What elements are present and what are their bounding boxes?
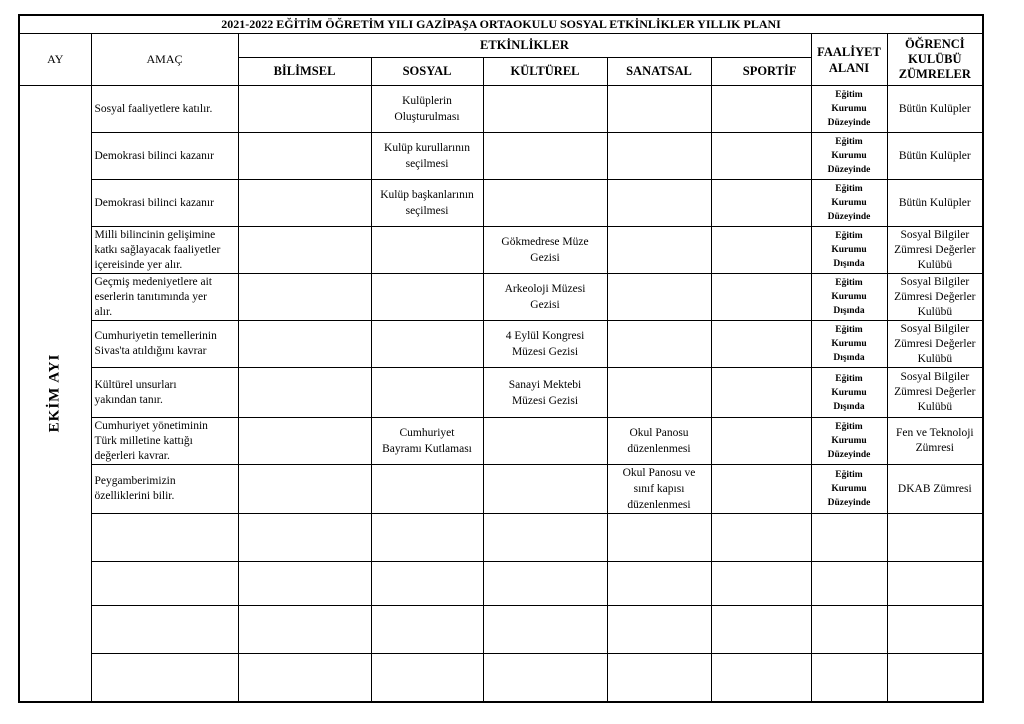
activity-cell-kulturel (483, 86, 607, 133)
activity-line: seçilmesi (405, 158, 449, 170)
alan-line: Dışında (833, 353, 865, 363)
activity-cell-kulturel (483, 368, 607, 418)
zumre-cell (887, 418, 983, 465)
header-bilimsel: BİLİMSEL (238, 58, 371, 86)
activity-cell-sosyal (371, 562, 483, 606)
header-sportif: SPORTİF (711, 58, 811, 86)
amac-cell (91, 274, 238, 321)
activity-line: Oluşturulması (394, 111, 460, 123)
zumre-cell (887, 86, 983, 133)
activity-cell-sanatsal (607, 465, 711, 514)
faaliyet-alani-cell (811, 514, 887, 562)
amac-line: katkı sağlayacak faaliyetler (94, 243, 221, 256)
zumre-line: Bütün Kulüpler (898, 102, 971, 115)
faaliyet-alani-cell (811, 368, 887, 418)
activity-cell-sanatsal (607, 418, 711, 465)
faaliyet-alani-cell (811, 274, 887, 321)
activity-cell-sportif (711, 180, 811, 227)
activity-cell-kulturel (483, 606, 607, 654)
activity-cell-sosyal (371, 465, 483, 514)
zumre-cell (887, 321, 983, 368)
activity-cell-bilimsel (238, 418, 371, 465)
activity-cell-sosyal (371, 654, 483, 702)
alan-line: Düzeyinde (827, 450, 871, 460)
amac-cell (91, 418, 238, 465)
zumre-line: Kulübü (917, 401, 953, 413)
zumre-cell (887, 606, 983, 654)
activity-cell-sportif (711, 606, 811, 654)
alan-line: Eğitim (835, 325, 863, 335)
activity-cell-bilimsel (238, 133, 371, 180)
header-kulturel: KÜLTÜREL (483, 58, 607, 86)
activity-cell-bilimsel (238, 368, 371, 418)
amac-line: Sosyal faaliyetlere katılır. (94, 102, 213, 115)
header-faaliyet-line: FAALİYET (817, 44, 881, 59)
amac-cell (91, 321, 238, 368)
activity-cell-bilimsel (238, 606, 371, 654)
zumre-line: Fen ve Teknoloji (896, 427, 974, 439)
header-zumre-line-2: KULÜBÜ (908, 52, 962, 66)
activity-cell-sosyal (371, 368, 483, 418)
activity-cell-kulturel (483, 514, 607, 562)
activity-line: Gezisi (530, 299, 560, 311)
alan-line: Kurumu (831, 387, 867, 398)
faaliyet-alani-cell (811, 86, 887, 133)
activity-cell-bilimsel (238, 274, 371, 321)
activity-cell-sosyal (371, 227, 483, 274)
activity-cell-bilimsel (238, 227, 371, 274)
activity-cell-sosyal (371, 133, 483, 180)
activity-cell-sanatsal (607, 514, 711, 562)
zumre-line: Kulübü (917, 305, 953, 318)
activity-cell-sportif (711, 418, 811, 465)
amac-cell (91, 180, 238, 227)
activity-cell-sportif (711, 133, 811, 180)
activity-cell-bilimsel (238, 514, 371, 562)
activity-cell-sportif (711, 274, 811, 321)
table-row (19, 321, 983, 368)
zumre-cell (887, 227, 983, 274)
zumre-cell (887, 180, 983, 227)
zumre-line: Kulübü (917, 352, 953, 365)
amac-line: özelliklerini bilir. (94, 490, 175, 502)
alan-line: Eğitim (835, 231, 863, 241)
activity-cell-bilimsel (238, 562, 371, 606)
activity-line: sınıf kapısı (633, 483, 685, 495)
amac-line: Peygamberimizin (94, 475, 176, 487)
faaliyet-alani-cell (811, 321, 887, 368)
activity-cell-sanatsal (607, 227, 711, 274)
zumre-line: Bütün Kulüpler (898, 196, 971, 209)
table-row (19, 86, 983, 133)
activity-cell-sosyal (371, 274, 483, 321)
table-row (19, 465, 983, 514)
zumre-line: Zümresi Değerler (894, 243, 976, 256)
alan-line: Eğitim (835, 278, 863, 288)
amac-cell (91, 606, 238, 654)
activity-line: Kulüplerin (402, 95, 452, 107)
alan-line: Dışında (833, 401, 865, 412)
activity-cell-kulturel (483, 133, 607, 180)
table-row (19, 274, 983, 321)
activity-cell-kulturel (483, 465, 607, 514)
activity-cell-bilimsel (238, 180, 371, 227)
zumre-line: Kulübü (917, 258, 953, 271)
activity-line: Cumhuriyet (399, 427, 455, 439)
table-row (19, 133, 983, 180)
activity-line: Sanayi Mektebi (508, 378, 582, 391)
amac-cell (91, 133, 238, 180)
alan-line: Kurumu (831, 151, 867, 161)
table-row (19, 418, 983, 465)
amac-cell (91, 465, 238, 514)
activity-cell-kulturel (483, 274, 607, 321)
zumre-cell (887, 562, 983, 606)
alan-line: Eğitim (835, 470, 863, 480)
activity-cell-kulturel (483, 562, 607, 606)
activity-cell-sanatsal (607, 654, 711, 702)
amac-line: Türk milletine kattığı (94, 434, 193, 447)
amac-line: Cumhuriyetin temellerinin (94, 330, 217, 342)
activity-cell-sportif (711, 86, 811, 133)
amac-cell (91, 654, 238, 702)
amac-line: Cumhuriyet yönetiminin (94, 419, 208, 432)
header-alani-line: ALANI (828, 60, 870, 75)
activity-cell-kulturel (483, 418, 607, 465)
zumre-line: Sosyal Bilgiler (900, 275, 970, 288)
faaliyet-alani-cell (811, 606, 887, 654)
alan-line: Eğitim (835, 373, 863, 384)
activity-cell-kulturel (483, 654, 607, 702)
alan-line: Kurumu (831, 292, 867, 302)
header-sanatsal: SANATSAL (607, 58, 711, 86)
activity-cell-kulturel (483, 321, 607, 368)
activity-line: Okul Panosu (629, 427, 689, 439)
header-zumre-line-3: ZÜMRELER (898, 67, 971, 81)
zumre-line: Zümresi Değerler (894, 386, 976, 398)
activity-cell-sanatsal (607, 562, 711, 606)
activity-line: seçilmesi (405, 205, 449, 217)
amac-line: Milli bilincinin gelişimine (94, 228, 216, 241)
annual-plan-table (18, 14, 984, 703)
activity-cell-sosyal (371, 514, 483, 562)
amac-cell (91, 368, 238, 418)
activity-cell-sanatsal (607, 133, 711, 180)
table-row (19, 562, 983, 606)
activity-cell-bilimsel (238, 654, 371, 702)
zumre-line: Sosyal Bilgiler (900, 371, 970, 383)
table-row (19, 654, 983, 702)
activity-line: düzenlenmesi (627, 443, 691, 455)
zumre-cell (887, 654, 983, 702)
activity-line: Arkeoloji Müzesi (504, 283, 586, 295)
header-zumre (887, 34, 983, 86)
alan-line: Dışında (833, 259, 865, 269)
activity-cell-sanatsal (607, 180, 711, 227)
zumre-line: Zümresi Değerler (894, 337, 976, 350)
faaliyet-alani-cell (811, 133, 887, 180)
faaliyet-alani-cell (811, 227, 887, 274)
activity-line: Gezisi (530, 252, 560, 264)
activity-cell-sportif (711, 562, 811, 606)
activity-cell-sanatsal (607, 606, 711, 654)
amac-line: Geçmiş medeniyetlere ait (94, 275, 213, 288)
amac-line: değerleri kavrar. (94, 449, 170, 462)
activity-cell-sportif (711, 368, 811, 418)
zumre-cell (887, 274, 983, 321)
activity-cell-sportif (711, 514, 811, 562)
zumre-line: Zümresi Değerler (894, 290, 976, 303)
amac-line: Kültürel unsurları (94, 378, 177, 391)
amac-cell (91, 562, 238, 606)
faaliyet-alani-cell (811, 465, 887, 514)
activity-cell-sosyal (371, 418, 483, 465)
amac-cell (91, 227, 238, 274)
zumre-line: Bütün Kulüpler (898, 149, 971, 162)
amac-cell (91, 514, 238, 562)
zumre-cell (887, 133, 983, 180)
zumre-line: Sosyal Bilgiler (900, 322, 970, 335)
faaliyet-alani-cell (811, 654, 887, 702)
alan-line: Kurumu (831, 484, 867, 494)
amac-line: Demokrasi bilinci kazanır (94, 196, 214, 209)
header-faaliyet-alani (811, 34, 887, 86)
activity-cell-sosyal (371, 321, 483, 368)
activity-line: Bayramı Kutlaması (382, 443, 472, 455)
header-zumre-line-1: ÖĞRENCİ (904, 37, 965, 51)
amac-cell (91, 86, 238, 133)
plan-title: 2021-2022 EĞİTİM ÖĞRETİM YILI GAZİPAŞA ORTAOKULU SOSYAL ETKİNLİKLER YILLIK PLANI (19, 15, 983, 34)
table-row (19, 227, 983, 274)
activity-cell-sportif (711, 227, 811, 274)
activity-cell-sanatsal (607, 368, 711, 418)
activity-cell-bilimsel (238, 321, 371, 368)
activity-cell-sportif (711, 465, 811, 514)
alan-line: Düzeyinde (827, 212, 871, 222)
alan-line: Eğitim (835, 90, 863, 100)
amac-line: yakından tanır. (94, 393, 163, 406)
alan-line: Düzeyinde (827, 498, 871, 508)
alan-line: Düzeyinde (827, 118, 871, 128)
activity-cell-kulturel (483, 227, 607, 274)
table-row (19, 606, 983, 654)
activity-line: Kulüp başkanlarının (380, 189, 474, 201)
header-ay: AY (19, 34, 91, 86)
activity-cell-sanatsal (607, 321, 711, 368)
alan-line: Eğitim (835, 137, 863, 147)
activity-line: Kulüp kurullarının (384, 142, 470, 154)
alan-line: Kurumu (831, 104, 867, 114)
alan-line: Kurumu (831, 245, 867, 255)
activity-cell-sosyal (371, 180, 483, 227)
zumre-cell (887, 368, 983, 418)
alan-line: Düzeyinde (827, 165, 871, 175)
header-etkinlikler: ETKİNLİKLER (238, 34, 811, 58)
table-row (19, 368, 983, 418)
plan-body (19, 86, 983, 702)
activity-line: Okul Panosu ve (622, 467, 696, 479)
amac-line: Demokrasi bilinci kazanır (94, 149, 214, 162)
zumre-cell (887, 514, 983, 562)
activity-cell-sosyal (371, 86, 483, 133)
faaliyet-alani-cell (811, 180, 887, 227)
faaliyet-alani-cell (811, 562, 887, 606)
amac-line: Sivas'ta atıldığını kavrar (94, 345, 207, 357)
activity-line: Müzesi Gezisi (511, 346, 579, 358)
activity-line: 4 Eylül Kongresi (505, 330, 585, 342)
alan-line: Eğitim (835, 184, 863, 194)
activity-line: Gökmedrese Müze (501, 236, 589, 248)
faaliyet-alani-cell (811, 418, 887, 465)
alan-line: Kurumu (831, 339, 867, 349)
alan-line: Dışında (833, 306, 865, 316)
zumre-line: Zümresi (915, 442, 954, 454)
alan-line: Eğitim (835, 422, 863, 432)
activity-cell-sosyal (371, 606, 483, 654)
alan-line: Kurumu (831, 436, 867, 446)
amac-line: içereisinde yer alır. (94, 258, 183, 271)
table-row (19, 180, 983, 227)
table-row (19, 514, 983, 562)
activity-cell-bilimsel (238, 86, 371, 133)
zumre-line: Sosyal Bilgiler (900, 228, 970, 241)
activity-cell-sanatsal (607, 274, 711, 321)
activity-line: Müzesi Gezisi (511, 394, 579, 407)
alan-line: Kurumu (831, 198, 867, 208)
activity-cell-sportif (711, 321, 811, 368)
zumre-line: DKAB Zümresi (897, 482, 972, 495)
activity-cell-sportif (711, 654, 811, 702)
amac-line: eserlerin tanıtımında yer (94, 290, 207, 303)
activity-cell-sanatsal (607, 86, 711, 133)
activity-line: düzenlenmesi (627, 499, 691, 511)
header-amac: AMAÇ (91, 34, 238, 86)
zumre-cell (887, 465, 983, 514)
month-cell (19, 86, 91, 702)
month-label: EKİM AYI (46, 353, 63, 433)
activity-cell-bilimsel (238, 465, 371, 514)
header-sosyal: SOSYAL (371, 58, 483, 86)
activity-cell-kulturel (483, 180, 607, 227)
amac-line: alır. (94, 305, 113, 318)
